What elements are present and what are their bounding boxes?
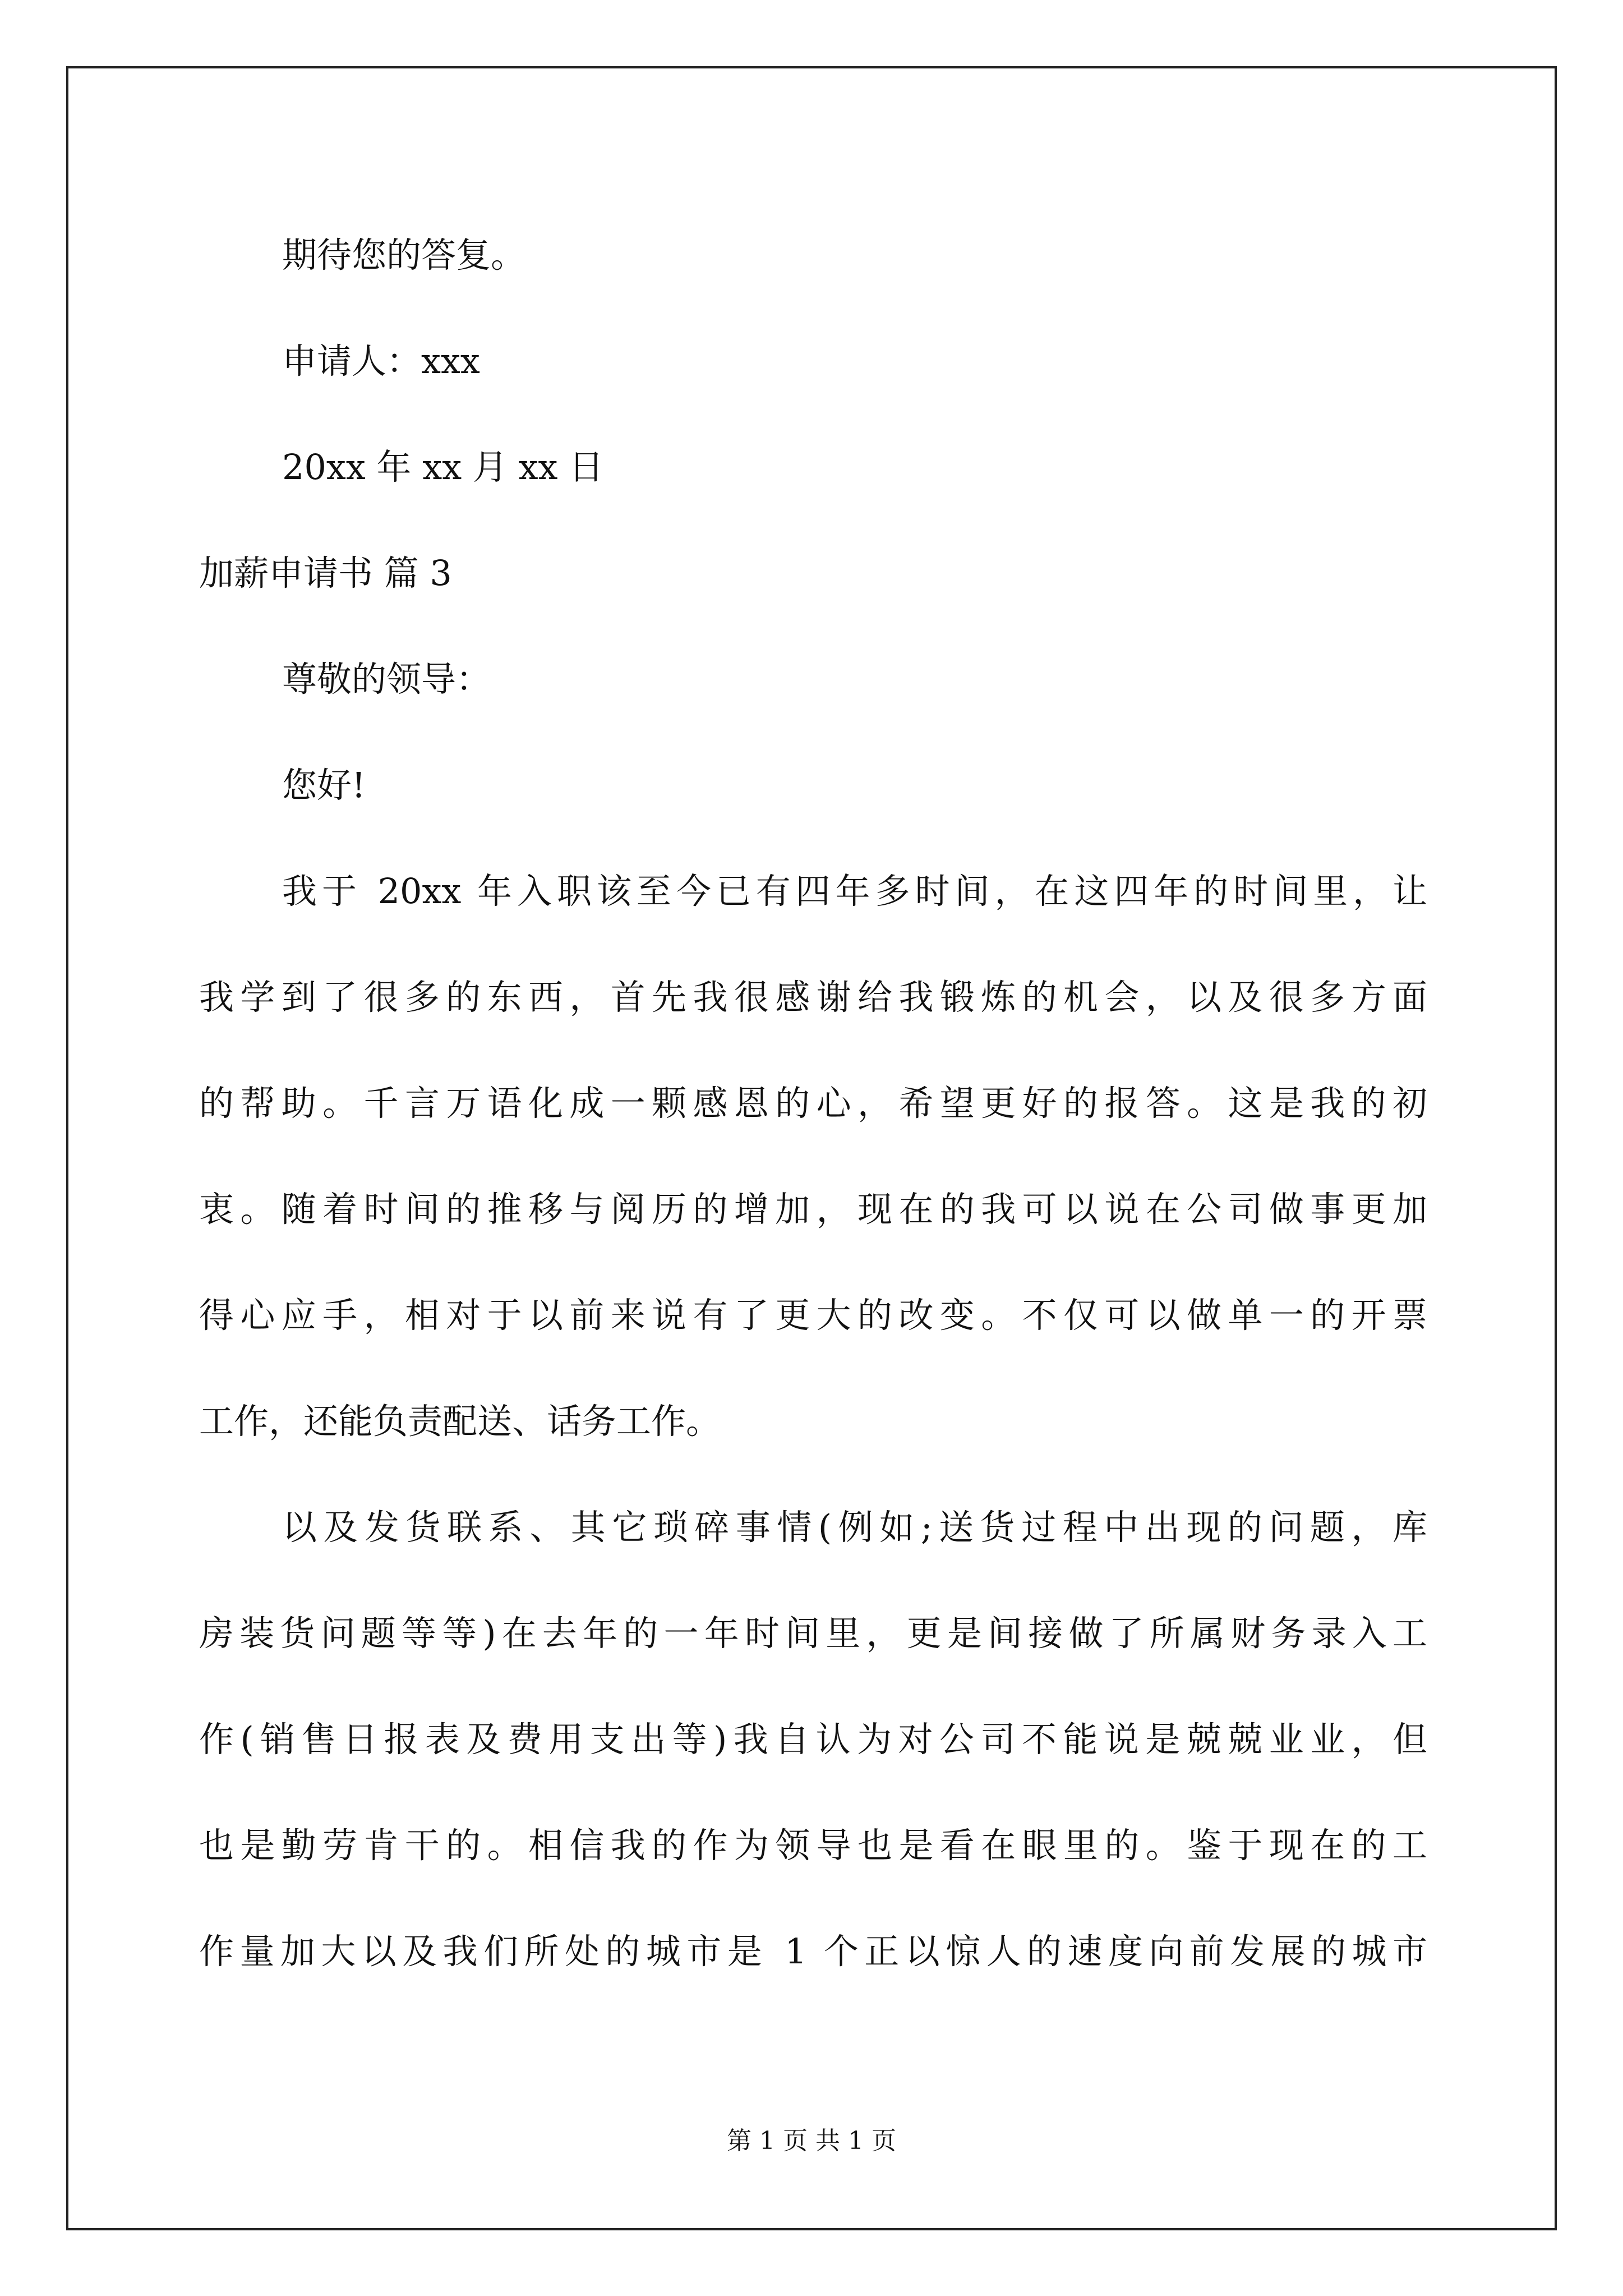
paragraph2-line: 作(销售日报表及费用支出等)我自认为对公司不能说是兢兢业业，但 <box>199 1719 1427 1760</box>
closing-line: 期待您的答复。 <box>282 234 526 275</box>
paragraph2-line: 房装货问题等等)在去年的一年时间里，更是间接做了所属财务录入工 <box>199 1613 1427 1654</box>
paragraph1-line: 工作，还能负责配送、话务工作。 <box>199 1401 721 1442</box>
document-body <box>199 202 1427 2004</box>
paragraph2-line: 作量加大以及我们所处的城市是 1 个正以惊人的速度向前发展的城市 <box>199 1931 1427 1972</box>
paragraph2-line: 以及发货联系、其它琐碎事情(例如;送货过程中出现的问题，库 <box>282 1507 1427 1548</box>
greeting: 尊敬的领导： <box>282 659 491 700</box>
page-footer: 第 1 页 共 1 页 <box>727 2127 896 2155</box>
paragraph1-line: 我学到了很多的东西，首先我很感谢给我锻炼的机会，以及很多方面 <box>199 977 1427 1018</box>
date-line: 20xx 年 xx 月 xx 日 <box>282 447 604 487</box>
paragraph1-line: 我于 20xx 年入职该至今已有四年多时间，在这四年的时间里，让 <box>282 871 1427 912</box>
paragraph1-line: 的帮助。千言万语化成一颗感恩的心，希望更好的报答。这是我的初 <box>199 1083 1427 1124</box>
hello: 您好! <box>282 765 366 806</box>
applicant-line: 申请人：xxx <box>282 341 480 381</box>
paragraph2-line: 也是勤劳肯干的。相信我的作为领导也是看在眼里的。鉴于现在的工 <box>199 1825 1427 1866</box>
section-title: 加薪申请书 篇 3 <box>199 553 452 593</box>
paragraph1-line: 得心应手，相对于以前来说有了更大的改变。不仅可以做单一的开票 <box>199 1295 1427 1336</box>
paragraph1-line: 衷。随着时间的推移与阅历的增加，现在的我可以说在公司做事更加 <box>199 1189 1427 1230</box>
